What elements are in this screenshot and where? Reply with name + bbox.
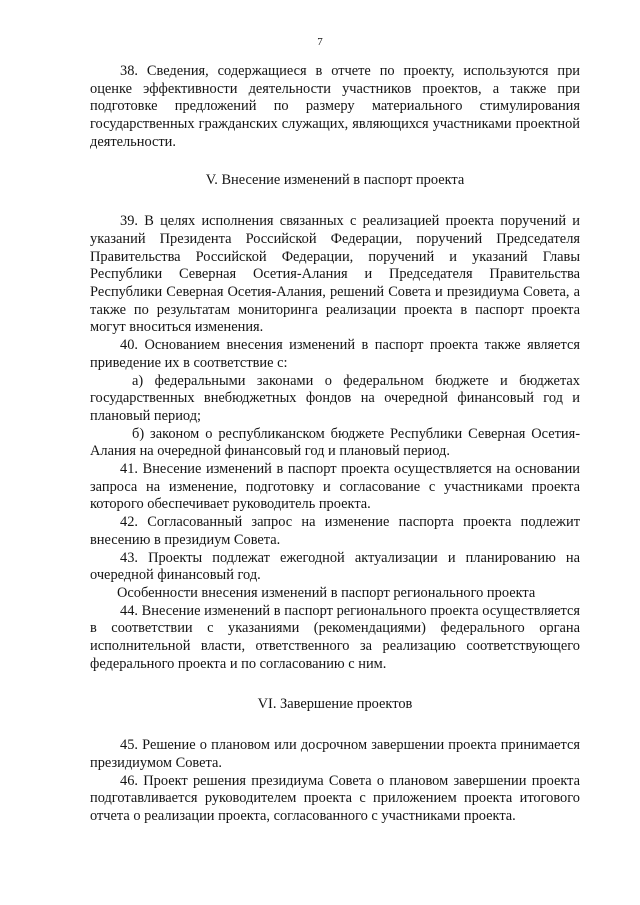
paragraph-42: 42. Согласованный запрос на изменение паспорта проекта подлежит внесению в президиум Совета. <box>90 514 580 548</box>
paragraph-40b: б) законом о республиканском бюджете Республики Северная Осетия-Алания на очередной финансовый год и плановый период. <box>90 425 580 460</box>
paragraph-41: 41. Внесение изменений в паспорт проекта осуществляется на основании запроса на изменение, подготовку и согласование с участниками проекта которого обеспечивает руководитель проекта. <box>90 461 580 513</box>
section-heading-v: V. Внесение изменений в паспорт проекта <box>205 171 465 188</box>
paragraph-40: 40. Основанием внесения изменений в паспорт проекта также является приведение их в соответствие с: <box>90 337 580 371</box>
page-number: 7 <box>317 36 323 48</box>
paragraph-38: 38. Сведения, содержащиеся в отчете по проекту, используются при оценке эффективности деятельности участников проектов, а также при подготовке предложений по размеру материального стимулирования государственных гражданских служащих, являющихся участниками проектной деятельности. <box>90 63 580 150</box>
paragraph-46: 46. Проект решения президиума Совета о плановом завершении проекта подготавливается руководителем проекта с приложением проекта итогового отчета о реализации проекта, согласованного с участниками проекта. <box>90 772 580 825</box>
paragraph-45: 45. Решение о плановом или досрочном завершении проекта принимается президиумом Совета. <box>90 737 580 771</box>
paragraph-40a: а) федеральными законами о федеральном бюджете и бюджетах государственных внебюджетных фондов на очередной финансовый год и плановый период; <box>90 372 580 424</box>
paragraph-44: 44. Внесение изменений в паспорт регионального проекта осуществляется в соответствии с указаниями (рекомендациями) федерального органа исполнительной власти, ответственного за реализацию соответствующего федерального проекта и по согласованию с ним. <box>90 602 580 672</box>
section-heading-vi: VI. Завершение проектов <box>257 695 413 712</box>
document-body <box>90 63 580 826</box>
paragraph-39: 39. В целях исполнения связанных с реализацией проекта поручений и указаний Президента Российской Федерации, поручений Председателя Правительства Российской Федерации, поручений и указаний Главы Республики Северная Осетия-Алания и Председателя Правительства Республики Северная Осетия-Алания, решений Совета и президиума Совета, а также по результатам мониторинга реализации проекта в паспорт проекта могут вноситься изменения. <box>90 213 580 336</box>
subheading-regional-project: Особенности внесения изменений в паспорт регионального проекта <box>117 584 536 601</box>
paragraph-43: 43. Проекты подлежат ежегодной актуализации и планированию на очередной финансовый год. <box>90 549 580 584</box>
